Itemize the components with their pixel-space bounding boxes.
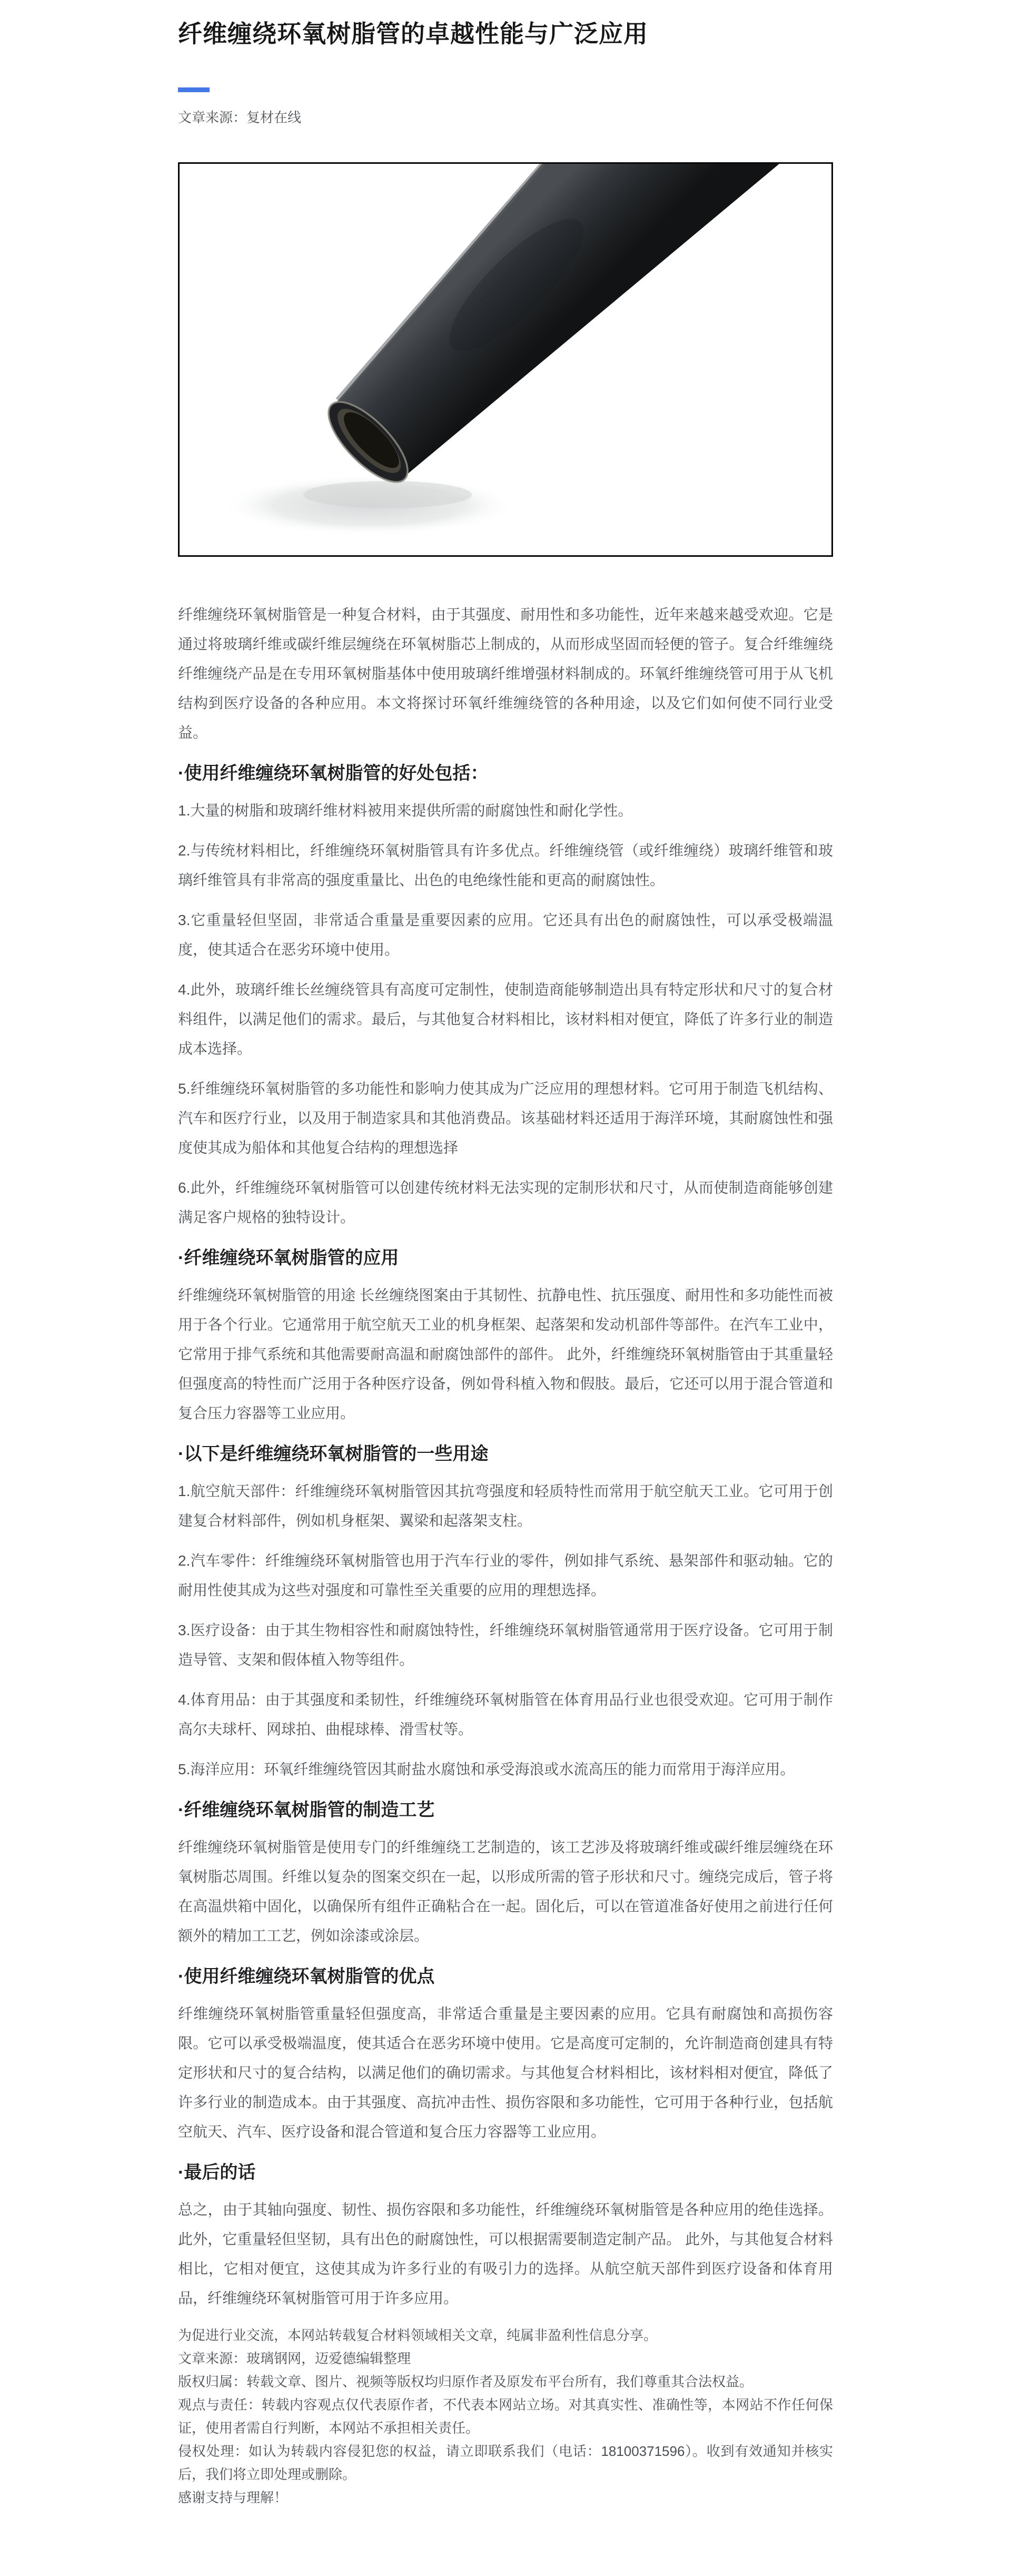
section-paragraph: 3.医疗设备：由于其生物相容性和耐腐蚀特性，纤维缠绕环氧树脂管通常用于医疗设备。它可用于制造导管、支架和假体植入物等组件。 xyxy=(178,1622,833,1668)
section-paragraph: 总之，由于其轴向强度、韧性、损伤容限和多功能性，纤维缠绕环氧树脂管是各种应用的绝佳选择。此外，它重量轻但坚韧，具有出色的耐腐蚀性，可以根据需要制造定制产品。 此外，与其他复合材料相比，它相对便宜，这使其成为许多行业的有吸引力的选择。从航空航天部件到医疗设备和体育用品，纤维缠绕环氧树脂管可用于许多应用。 xyxy=(178,2201,833,2306)
article-section-4 xyxy=(178,1798,833,1951)
article-section-6 xyxy=(178,2160,833,2313)
article-page xyxy=(178,0,833,2509)
section-paragraph: 3.它重量轻但坚固，非常适合重量是重要因素的应用。它还具有出色的耐腐蚀性，可以承受极端温度，使其适合在恶劣环境中使用。 xyxy=(178,912,833,958)
footer-line-1: 为促进行业交流，本网站转载复合材料领域相关文章，纯属非盈利性信息分享。 xyxy=(178,2327,658,2343)
section-paragraph: 纤维缠绕环氧树脂管是使用专门的纤维缠绕工艺制造的，该工艺涉及将玻璃纤维或碳纤维层缠绕在环氧树脂芯周围。纤维以复杂的图案交织在一起，以形成所需的管子形状和尺寸。缠绕完成后，管子将在高温烘箱中固化，以确保所有组件正确粘合在一起。固化后，可以在管道准备好使用之前进行任何额外的精加工工艺，例如涂漆或涂层。 xyxy=(178,1839,833,1944)
section-heading: ·使用纤维缠绕环氧树脂管的好处包括： xyxy=(178,763,489,783)
article-footer xyxy=(178,2324,833,2509)
footer-line-5: 侵权处理：如认为转载内容侵犯您的权益，请立即联系我们（电话：18100371596）。收到有效通知并核实后，我们将立即处理或删除。 xyxy=(178,2443,833,2482)
article-body xyxy=(178,600,833,2313)
footer-line-2: 文章来源：玻璃钢网，迈爱德编辑整理 xyxy=(178,2351,411,2366)
section-paragraph: 2.与传统材料相比，纤维缠绕环氧树脂管具有许多优点。纤维缠绕管（或纤维缠绕）玻璃纤维管和玻璃纤维管具有非常高的强度重量比、出色的电绝缘性能和更高的耐腐蚀性。 xyxy=(178,842,833,888)
footer-line-6: 感谢支持与理解！ xyxy=(178,2490,288,2505)
section-paragraph: 1.航空航天部件：纤维缠绕环氧树脂管因其抗弯强度和轻质特性而常用于航空航天工业。它可用于创建复合材料部件，例如机身框架、翼梁和起落架支柱。 xyxy=(178,1483,833,1529)
section-heading: ·纤维缠绕环氧树脂管的制造工艺 xyxy=(178,1800,435,1820)
pipe-photo-illustration xyxy=(180,164,831,555)
article-section-2 xyxy=(178,1246,833,1428)
intro-paragraph: 纤维缠绕环氧树脂管是一种复合材料，由于其强度、耐用性和多功能性，近年来越来越受欢迎。它是通过将玻璃纤维或碳纤维层缠绕在环氧树脂芯上制成的，从而形成坚固而轻便的管子。复合纤维缠绕纤维缠绕产品是在专用环氧树脂基体中使用玻璃纤维增强材料制成的。环氧纤维缠绕管可用于从飞机结构到医疗设备的各种应用。本文将探讨环氧纤维缠绕管的各种用途，以及它们如何使不同行业受益。 xyxy=(178,606,833,741)
section-heading: ·以下是纤维缠绕环氧树脂管的一些用途 xyxy=(178,1444,489,1464)
section-paragraph: 5.纤维缠绕环氧树脂管的多功能性和影响力使其成为广泛应用的理想材料。它可用于制造飞机结构、汽车和医疗行业，以及用于制造家具和其他消费品。该基础材料还适用于海洋环境，其耐腐蚀性和强度使其成为船体和其他复合结构的理想选择 xyxy=(178,1080,833,1156)
section-paragraph: 6.此外，纤维缠绕环氧树脂管可以创建传统材料无法实现的定制形状和尺寸，从而使制造商能够创建满足客户规格的独特设计。 xyxy=(178,1179,833,1225)
section-paragraph: 4.体育用品：由于其强度和柔韧性，纤维缠绕环氧树脂管在体育用品行业也很受欢迎。它可用于制作高尔夫球杆、网球拍、曲棍球棒、滑雪杖等。 xyxy=(178,1692,833,1737)
section-paragraph: 5.海洋应用：环氧纤维缠绕管因其耐盐水腐蚀和承受海浪或水流高压的能力而常用于海洋应用。 xyxy=(178,1761,795,1777)
article-source-line: 文章来源：复材在线 xyxy=(178,110,302,125)
footer-lines xyxy=(178,2324,833,2509)
section-heading: ·最后的话 xyxy=(178,2162,256,2182)
section-paragraph: 4.此外，玻璃纤维长丝缠绕管具有高度可定制性，使制造商能够制造出具有特定形状和尺寸的复合材料组件，以满足他们的需求。最后，与其他复合材料相比，该材料相对便宜，降低了许多行业的制造成本选择。 xyxy=(178,981,833,1057)
section-paragraph: 纤维缠绕环氧树脂管的用途 长丝缠绕图案由于其韧性、抗静电性、抗压强度、耐用性和多功能性而被用于各个行业。它通常用于航空航天工业的机身框架、起落架和发动机部件等部件。在汽车工业中，它常用于排气系统和其他需要耐高温和耐腐蚀部件的部件。 此外，纤维缠绕环氧树脂管由于其重量轻但强度高的特性而广泛用于各种医疗设备，例如骨科植入物和假肢。最后，它还可以用于混合管道和复合压力容器等工业应用。 xyxy=(178,1287,833,1421)
footer-line-3: 版权归属：转载文章、图片、视频等版权均归原作者及原发布平台所有，我们尊重其合法权益。 xyxy=(178,2374,754,2390)
section-paragraph: 1.大量的树脂和玻璃纤维材料被用来提供所需的耐腐蚀性和耐化学性。 xyxy=(178,802,633,819)
hero-image xyxy=(178,162,833,557)
section-paragraph: 纤维缠绕环氧树脂管重量轻但强度高，非常适合重量是主要因素的应用。它具有耐腐蚀和高损伤容限。它可以承受极端温度，使其适合在恶劣环境中使用。它是高度可定制的，允许制造商创建具有特定形状和尺寸的复合结构，以满足他们的确切需求。与其他复合材料相比，该材料相对便宜，降低了许多行业的制造成本。由于其强度、高抗冲击性、损伤容限和多功能性，它可用于各种行业，包括航空航天、汽车、医疗设备和混合管道和复合压力容器等工业应用。 xyxy=(178,2005,833,2140)
title-accent-bar xyxy=(178,87,210,92)
article-section-3 xyxy=(178,1442,833,1784)
page-title: 纤维缠绕环氧树脂管的卓越性能与广泛应用 xyxy=(178,20,648,47)
article-sections xyxy=(178,761,833,2313)
footer-line-4: 观点与责任：转载内容观点仅代表原作者，不代表本网站立场。对其真实性、准确性等，本网站不作任何保证，使用者需自行判断，本网站不承担相关责任。 xyxy=(178,2397,833,2436)
article-section-1 xyxy=(178,761,833,1232)
article-section-5 xyxy=(178,1964,833,2147)
section-paragraph: 2.汽车零件：纤维缠绕环氧树脂管也用于汽车行业的零件，例如排气系统、悬架部件和驱动轴。它的耐用性使其成为这些对强度和可靠性至关重要的应用的理想选择。 xyxy=(178,1552,833,1598)
section-heading: ·使用纤维缠绕环氧树脂管的优点 xyxy=(178,1967,435,1987)
pipe-contact-shadow xyxy=(303,481,472,508)
section-heading: ·纤维缠绕环氧树脂管的应用 xyxy=(178,1248,399,1268)
